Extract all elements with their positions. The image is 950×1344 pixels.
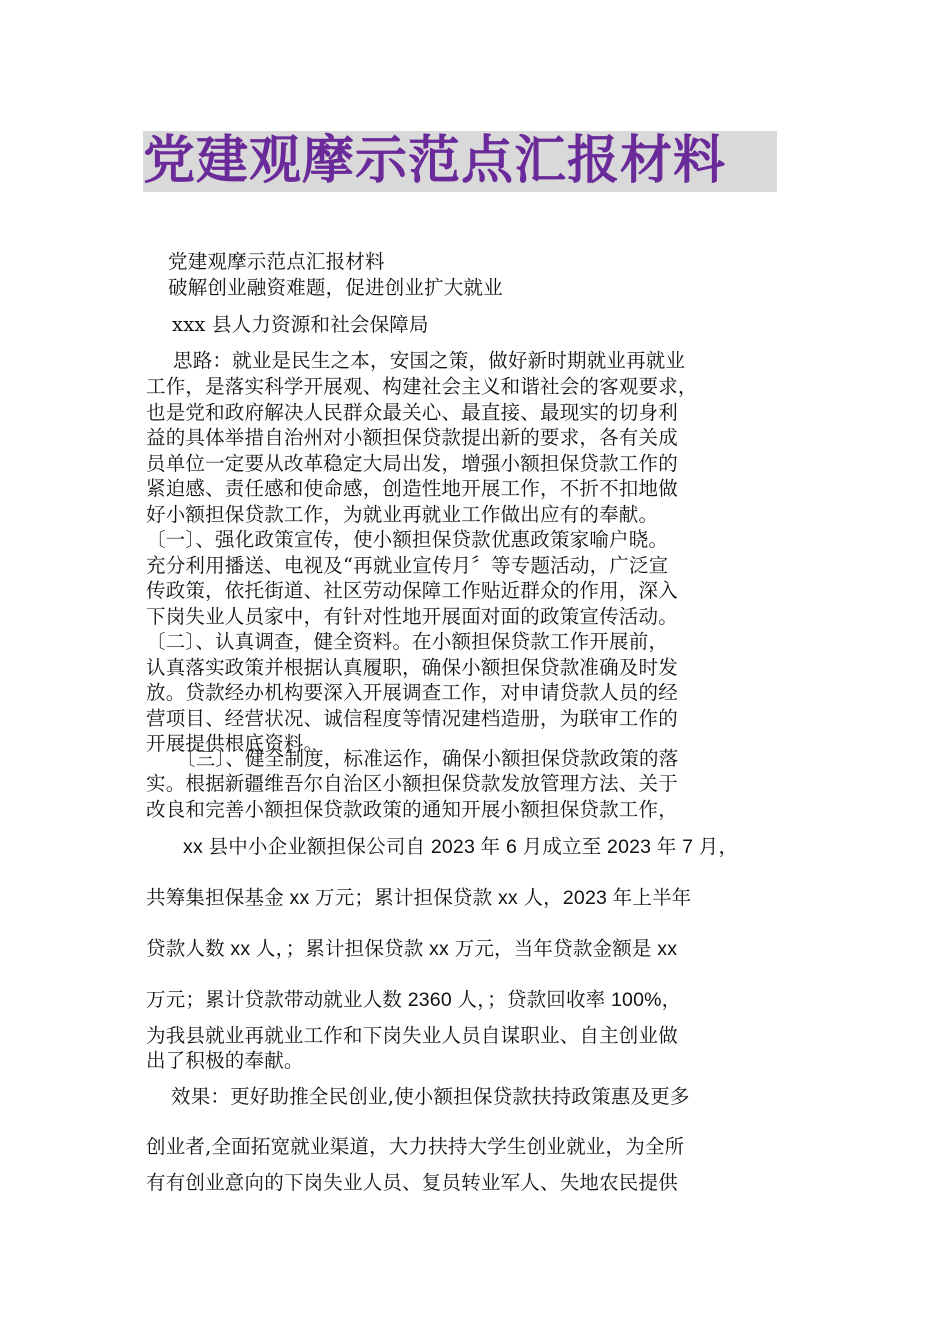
subtitle-line: 党建观摩示范点汇报材料 <box>168 250 385 273</box>
paragraph-line: 放。贷款经办机构要深入开展调查工作，对申请贷款人员的经 <box>146 681 678 704</box>
document-title: 党建观摩示范点汇报材料 <box>143 131 727 191</box>
paragraph-line: 员单位一定要从改革稳定大局出发，增强小额担保贷款工作的 <box>146 452 678 475</box>
paragraph-line: 贷款人数 xx 人，；累计担保贷款 xx 万元，当年贷款金额是 xx <box>146 938 678 960</box>
author-line: xxx 县人力资源和社会保障局 <box>172 313 429 336</box>
paragraph-line: 出了积极的奉献。 <box>146 1049 304 1072</box>
paragraph-line: 传政策，依托街道、社区劳动保障工作贴近群众的作用，深入 <box>146 579 678 602</box>
paragraph-line: 〔一〕、强化政策宣传，使小额担保贷款优惠政策家喻户晓。 <box>146 528 669 551</box>
subtitle-line: 破解创业融资难题，促进创业扩大就业 <box>168 276 503 299</box>
paragraph-line: 万元；累计贷款带动就业人数 2360 人，；贷款回收率 100%， <box>146 989 682 1011</box>
paragraph-line: 创业者,全面拓宽就业渠道，大力扶持大学生创业就业，为全所 <box>146 1135 685 1158</box>
paragraph-line: 效果：更好助推全民创业,使小额担保贷款扶持政策惠及更多 <box>171 1085 690 1108</box>
paragraph-line: 紧迫感、责任感和使命感，创造性地开展工作，不折不扣地做 <box>146 477 678 500</box>
paragraph-line: 为我县就业再就业工作和下岗失业人员自谋职业、自主创业做 <box>146 1024 678 1047</box>
paragraph-line: 益的具体举措自治州对小额担保贷款提出新的要求，各有关成 <box>146 426 678 449</box>
paragraph-line: 好小额担保贷款工作，为就业再就业工作做出应有的奉献。 <box>146 503 659 526</box>
paragraph-line: 共筹集担保基金 xx 万元；累计担保贷款 xx 人，2023 年上半年 <box>146 887 692 909</box>
paragraph-line: 营项目、经营状况、诚信程度等情况建档造册，为联审工作的 <box>146 707 678 730</box>
paragraph-line: 思路：就业是民生之本，安国之策，做好新时期就业再就业 <box>173 349 686 372</box>
paragraph-line: 改良和完善小额担保贷款政策的通知开展小额担保贷款工作， <box>146 798 678 821</box>
paragraph-line: 也是党和政府解决人民群众最关心、最直接、最现实的切身利 <box>146 401 678 424</box>
paragraph-line: 有有创业意向的下岗失业人员、复员转业军人、失地农民提供 <box>146 1171 678 1194</box>
paragraph-line: 〔三〕、健全制度，标准运作，确保小额担保贷款政策的落 <box>176 747 679 770</box>
paragraph-line: xx 县中小企业额担保公司自 2023 年 6 月成立至 2023 年 7 月， <box>183 836 739 858</box>
paragraph-line: 〔二〕、认真调查，健全资料。在小额担保贷款工作开展前， <box>146 630 669 653</box>
paragraph-line: 实。根据新疆维吾尔自治区小额担保贷款发放管理方法、关于 <box>146 772 678 795</box>
paragraph-line: 充分利用播送、电视及“再就业宣传月〞等专题活动，广泛宣 <box>146 554 669 577</box>
paragraph-line: 认真落实政策并根据认真履职，确保小额担保贷款准确及时发 <box>146 656 678 679</box>
paragraph-line: 工作，是落实科学开展观、构建社会主义和谐社会的客观要求， <box>146 375 698 398</box>
paragraph-line: 开展提供根底资料。 <box>146 732 324 755</box>
paragraph-line: 下岗失业人员家中，有针对性地开展面对面的政策宣传活动。 <box>146 605 678 628</box>
